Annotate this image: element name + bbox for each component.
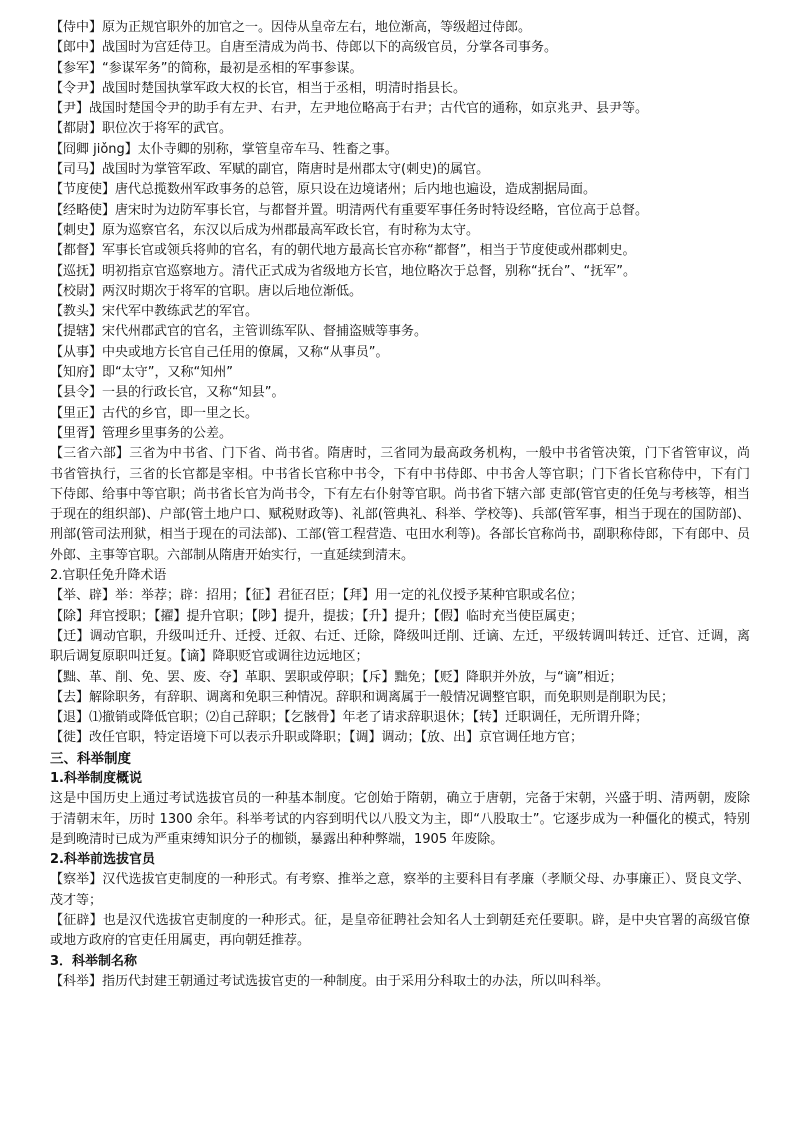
section-2-heading: 2.官职任免升降术语 <box>50 568 167 584</box>
document-page <box>50 18 750 992</box>
entry-jiedushi: 【节度使】唐代总揽数州军政事务的总管，原只设在边境诸州；后内地也遍设，造成割据局面。 <box>50 182 597 198</box>
entry-chaju: 【察举】汉代选拔官吏制度的一种形式。有考察、推举之意，察举的主要科目有孝廉（孝顺父母、办事廉正）、贤良文学、茂才等； <box>50 872 750 908</box>
subsection-1-heading: 1.科举制度概说 <box>50 770 142 786</box>
term-line: 【去】解除职务，有辞职、调离和免职三种情况。辞职和调离属于一般情况调整官职，而免职则是削职为民； <box>50 689 675 705</box>
entry-tixia: 【提辖】宋代州郡武官的官名，主管训练军队、督捕盗贼等事务。 <box>50 324 428 340</box>
entry-dudu: 【都督】军事长官或领兵将帅的官名，有的朝代地方最高长官亦称“都督”，相当于节度使或州郡刺史。 <box>50 243 636 259</box>
entry-lixu: 【里胥】管理乡里事务的公差。 <box>50 425 233 441</box>
subsection-3-heading: 3．科举制名称 <box>50 953 138 969</box>
section-3-heading: 三、科举制度 <box>50 750 131 767</box>
entry-duwei: 【都尉】职位次于将军的武官。 <box>50 121 233 137</box>
entry-lingyin: 【令尹】战国时楚国执掌军政大权的长官，相当于丞相，明清时指县长。 <box>50 80 467 96</box>
term-line: 【除】拜官授职；【擢】提升官职；【陟】提升，提拔；【升】提升；【假】临时充当使臣属吏； <box>50 608 584 624</box>
entry-zhifu: 【知府】即“太守”，又称“知州” <box>50 365 233 381</box>
entry-jiongqing: 【冏卿 jiǒng】太仆寺卿的别称，掌管皇帝车马、牲畜之事。 <box>50 141 398 157</box>
entry-zhengbi: 【征辟】也是汉代选拔官吏制度的一种形式。征，是皇帝征聘社会知名人士到朝廷充任要职。辟，是中央官署的高级官僚或地方政府的官吏任用属吏，再向朝廷推荐。 <box>50 913 750 949</box>
term-line: 【退】⑴撤销或降低官职；⑵自己辞职；【乞骸骨】年老了请求辞职退休；【转】迁职调任，无所谓升降； <box>50 710 649 726</box>
entry-sima: 【司马】战国时为掌管军政、军赋的副官，隋唐时是州郡太守(刺史)的属官。 <box>50 162 490 178</box>
entry-langzhong: 【郎中】战国时为宫廷侍卫。自唐至清成为尚书、侍郎以下的高级官员，分掌各司事务。 <box>50 40 558 56</box>
subsection-2-heading: 2.科举前选拔官员 <box>50 852 155 868</box>
entry-cishi: 【刺史】原为巡察官名，东汉以后成为州郡最高军政长官，有时称为太守。 <box>50 222 480 238</box>
term-line: 【举、辟】举：举荐；辟：招用；【征】君征召臣；【拜】用一定的礼仪授予某种官职或名位； <box>50 588 584 604</box>
subsection-1-text: 这是中国历史上通过考试选拔官员的一种基本制度。它创始于隋朝，确立于唐朝，完备于宋朝，兴盛于明、清两朝，废除于清朝末年，历时 1300 余年。科举考试的内容到明代以八股文为主，即“八股取士”。它逐步成为一种僵化的模式，特别是到晚清时已成为严重束缚知识分子的枷锁，暴露出种种弊端，1905 年废除。 <box>50 791 750 847</box>
entry-xiaowei: 【校尉】两汉时期次于将军的官职。唐以后地位渐低。 <box>50 283 363 299</box>
entry-lizheng: 【里正】古代的乡官，即一里之长。 <box>50 405 259 421</box>
entry-xunfu: 【巡抚】明初指京官巡察地方。清代正式成为省级地方长官，地位略次于总督，别称“抚台”、“抚军”。 <box>50 263 636 279</box>
term-line: 【黜、革、削、免、罢、废、夺】革职、罢职或停职；【斥】黜免；【贬】降职并外放，与“谪”相近； <box>50 669 623 685</box>
term-line: 【徙】改任官职，特定语境下可以表示升职或降职；【调】调动；【放、出】京官调任地方官； <box>50 730 584 746</box>
entry-congshi: 【从事】中央或地方长官自己任用的僚属，又称“从事员”。 <box>50 344 389 360</box>
entry-jiaotou: 【教头】宋代军中教练武艺的军官。 <box>50 304 259 320</box>
entry-xianling: 【县令】一县的行政长官，又称“知县”。 <box>50 385 285 401</box>
entry-jingluoshi: 【经略使】唐宋时为边防军事长官，与都督并置。明清两代有重要军事任务时特设经略，官位高于总督。 <box>50 202 649 218</box>
entry-shizhong: 【侍中】原为正规官职外的加官之一。因侍从皇帝左右，地位渐高，等级超过侍郎。 <box>50 20 532 35</box>
entry-yin: 【尹】战国时楚国令尹的助手有左尹、右尹，左尹地位略高于右尹；古代官的通称，如京兆尹、县尹等。 <box>50 101 649 117</box>
entry-keju: 【科举】指历代封建王朝通过考试选拔官吏的一种制度。由于采用分科取士的办法，所以叫科举。 <box>50 973 610 989</box>
entry-sansheng-liubu: 【三省六部】三省为中书省、门下省、尚书省。隋唐时，三省同为最高政务机构，一般中书省管决策，门下省管审议，尚书省管执行，三省的长官都是宰相。中书省长官称中书令，下有中书侍郎、中书舍人等官职；门下省长官称侍中，下有门下侍郎、给事中等官职；尚书省长官为尚书令，下有左右仆射等官职。尚书省下辖六部 吏部(管官吏的任免与考核等，相当于现在的组织部)、户部(管土地户口、赋税财政等)、礼部(管典礼、科举、学校等)、兵部(管军事，相当于现在的国防部)、刑部(管司法刑狱，相当于现在的司法部)、工部(管工程营造、屯田水利等)。各部长官称尚书，副职称侍郎，下有郎中、员外郎、主事等官职。六部制从隋唐开始实行，一直延续到清末。 <box>50 446 750 563</box>
term-line: 【迁】调动官职，升级叫迁升、迁授、迁叙、右迁、迁除，降级叫迁削、迁谪、左迁，平级转调叫转迁、迁官、迁调，离职后调复原职叫迁复。【谪】降职贬官或调往边远地区； <box>50 628 750 665</box>
entry-canjun: 【参军】“参谋军务”的简称，最初是丞相的军事参谋。 <box>50 60 363 76</box>
